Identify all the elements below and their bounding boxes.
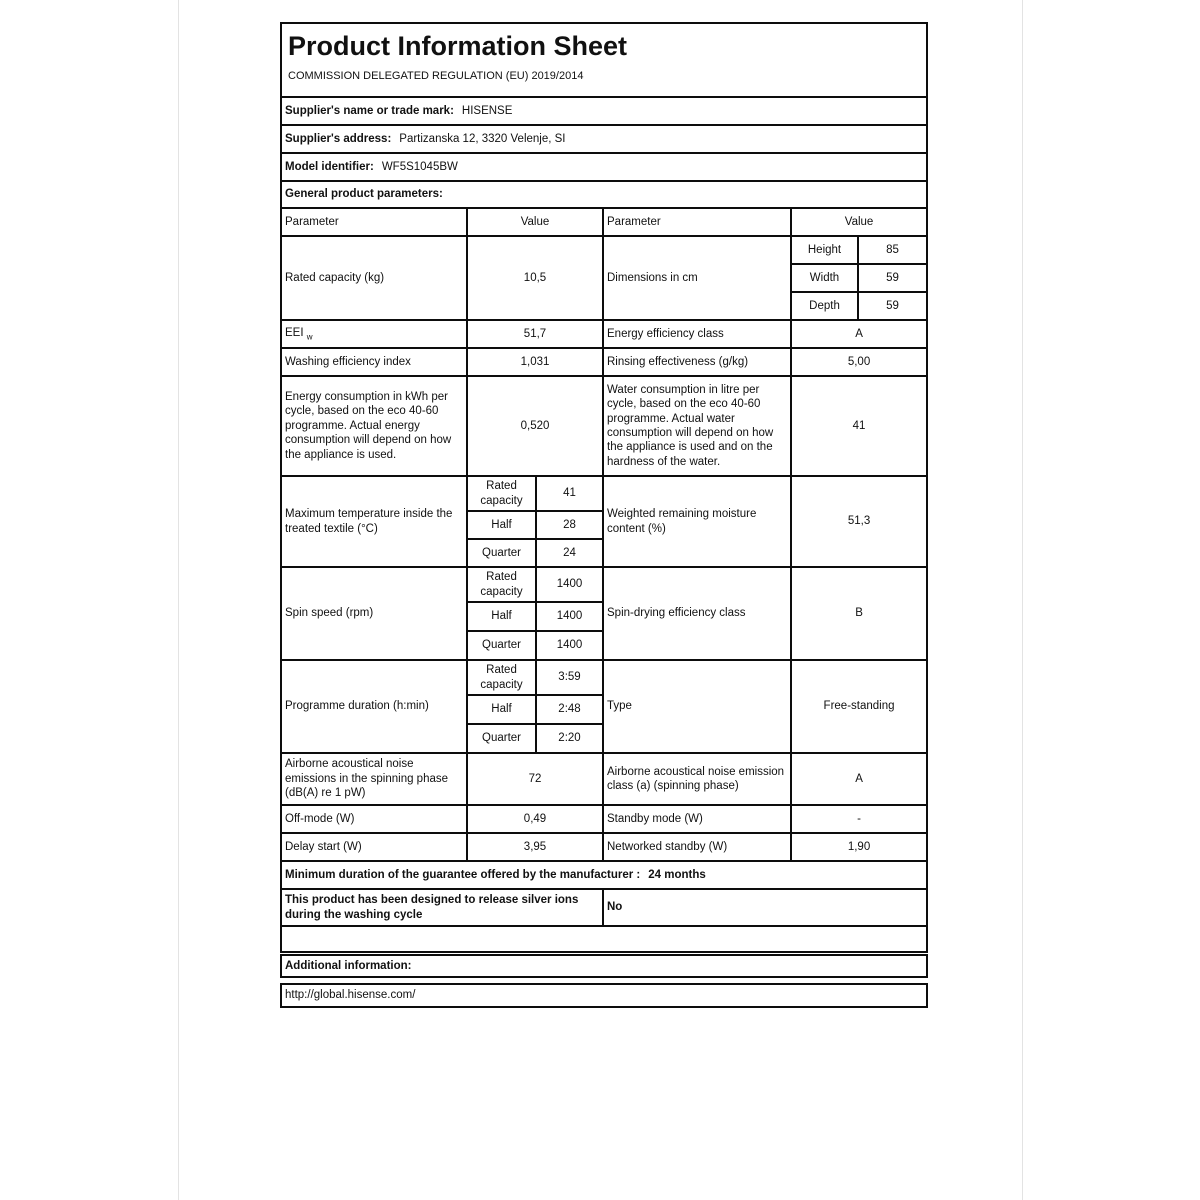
row-guarantee [281,861,927,889]
duration-half-label: Half [467,695,536,724]
duration-rated-value: 3:59 [536,660,603,695]
value-energy-class: A [791,320,927,348]
spin-half-value: 1400 [536,602,603,631]
spin-half-label: Half [467,602,536,631]
supplier-address-value: Partizanska 12, 3320 Velenje, SI [399,132,566,145]
param-networked-standby: Networked standby (W) [603,833,791,861]
value-washing-index: 1,031 [467,348,603,376]
row-max-temperature [281,476,927,511]
param-max-temperature: Maximum temperature inside the treated textile (°C) [281,476,467,567]
duration-half-value: 2:48 [536,695,603,724]
value-networked-standby: 1,90 [791,833,927,861]
param-spin-drying-class: Spin-drying efficiency class [603,567,791,660]
dim-depth-label: Depth [791,292,858,320]
value-standby-mode: - [791,805,927,833]
model-identifier-label: Model identifier: [285,160,374,173]
row-eei [281,320,927,348]
dim-height-label: Height [791,236,858,264]
duration-rated-label: Rated capacity [467,660,536,695]
product-info-table [280,22,928,953]
maxtemp-half-label: Half [467,511,536,539]
col-header-value-2: Value [791,208,927,236]
supplier-name-row [281,97,927,125]
maxtemp-quarter-value: 24 [536,539,603,567]
param-eei [281,320,467,348]
silver-ions-value: No [603,889,927,926]
spin-quarter-label: Quarter [467,631,536,660]
dim-height-value: 85 [858,236,927,264]
param-spin-speed: Spin speed (rpm) [281,567,467,660]
supplier-name-label: Supplier's name or trade mark: [285,104,454,117]
empty-cell [281,926,927,952]
value-energy-consumption: 0,520 [467,376,603,476]
value-spin-drying-class: B [791,567,927,660]
col-header-value-1: Value [467,208,603,236]
regulation-subtitle: COMMISSION DELEGATED REGULATION (EU) 2019/2014 [288,69,584,82]
param-dimensions: Dimensions in cm [603,236,791,320]
row-empty [281,926,927,952]
guarantee-row [281,861,927,889]
value-noise-class: A [791,753,927,805]
col-header-parameter-2: Parameter [603,208,791,236]
row-noise [281,753,927,805]
eei-text: EEI [285,326,304,339]
model-identifier-value: WF5S1045BW [381,160,458,173]
supplier-address-row [281,125,927,153]
spin-rated-value: 1400 [536,567,603,602]
maxtemp-rated-label: Rated capacity [467,476,536,511]
dim-width-label: Width [791,264,858,292]
additional-information-header: Additional information: [280,954,928,978]
guarantee-value: 24 months [648,868,706,881]
param-standby-mode: Standby mode (W) [603,805,791,833]
column-header-row [281,208,927,236]
value-rinsing: 5,00 [791,348,927,376]
row-delay-start [281,833,927,861]
row-rated-capacity [281,236,927,264]
row-spin-speed [281,567,927,602]
maxtemp-rated-value: 41 [536,476,603,511]
param-energy-consumption: Energy consumption in kWh per cycle, based on the eco 40-60 programme. Actual energy consumption will depend on how the appliance is used. [281,376,467,476]
value-moisture-content: 51,3 [791,476,927,567]
duration-quarter-label: Quarter [467,724,536,753]
param-rated-capacity: Rated capacity (kg) [281,236,467,320]
spin-rated-label: Rated capacity [467,567,536,602]
product-information-sheet [280,22,928,1008]
value-type: Free-standing [791,660,927,753]
dim-width-value: 59 [858,264,927,292]
param-noise-class: Airborne acoustical noise emission class (a) (spinning phase) [603,753,791,805]
value-water-consumption: 41 [791,376,927,476]
duration-quarter-value: 2:20 [536,724,603,753]
param-delay-start: Delay start (W) [281,833,467,861]
value-eei: 51,7 [467,320,603,348]
col-header-parameter-1: Parameter [281,208,467,236]
param-energy-class: Energy efficiency class [603,320,791,348]
row-off-mode [281,805,927,833]
param-moisture-content: Weighted remaining moisture content (%) [603,476,791,567]
param-type: Type [603,660,791,753]
value-delay-start: 3,95 [467,833,603,861]
page-right-edge [1022,0,1023,1200]
page-left-edge [178,0,179,1200]
silver-ions-label: This product has been designed to release silver ions during the washing cycle [281,889,603,926]
param-programme-duration: Programme duration (h:min) [281,660,467,753]
value-off-mode: 0,49 [467,805,603,833]
website-url: http://global.hisense.com/ [280,983,928,1007]
row-programme-duration [281,660,927,695]
spin-quarter-value: 1400 [536,631,603,660]
param-water-consumption: Water consumption in litre per cycle, based on the eco 40-60 programme. Actual water consumption will depend on how the appliance is used and on the hardness of the water. [603,376,791,476]
eei-subscript: w [306,332,313,342]
param-off-mode: Off-mode (W) [281,805,467,833]
row-washing-efficiency [281,348,927,376]
page-title: Product Information Sheet [288,31,628,61]
value-noise-emissions: 72 [467,753,603,805]
model-identifier-row [281,153,927,181]
row-silver-ions [281,889,927,926]
maxtemp-half-value: 28 [536,511,603,539]
guarantee-label: Minimum duration of the guarantee offered by the manufacturer : [285,868,641,881]
maxtemp-quarter-label: Quarter [467,539,536,567]
general-parameters-header: General product parameters: [281,181,927,208]
supplier-name-value: HISENSE [461,104,513,117]
value-rated-capacity: 10,5 [467,236,603,320]
param-washing-index: Washing efficiency index [281,348,467,376]
param-noise-emissions: Airborne acoustical noise emissions in the spinning phase (dB(A) re 1 pW) [281,753,467,805]
dim-depth-value: 59 [858,292,927,320]
param-rinsing: Rinsing effectiveness (g/kg) [603,348,791,376]
row-energy-consumption [281,376,927,476]
supplier-address-label: Supplier's address: [285,132,392,145]
